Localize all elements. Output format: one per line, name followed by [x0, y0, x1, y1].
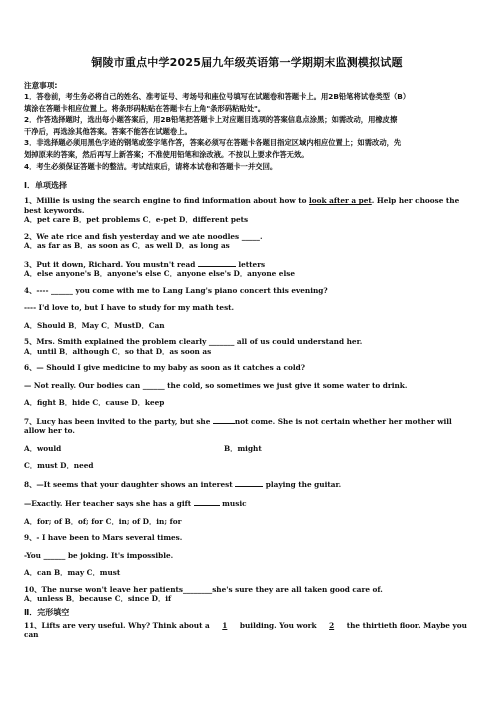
question-10-options: A．unless B．because C．since D．if — [24, 594, 172, 604]
question-3-options: A．else anyone's B．anyone's else C．anyone else's D．anyone else — [24, 269, 295, 279]
question-2: 2、We ate rice and fish yesterday and we ate noodles _____. — [24, 231, 263, 241]
question-4-reply: ---- I'd love to, but I have to study for my math test. — [24, 303, 235, 313]
question-7-options-ab: A．would B．might — [24, 443, 262, 453]
notice-line: 3．非选择题必须用黑色字迹的钢笔或签字笔作答，答案必须写在答题卡各题目指定区域内相应位置上；如需改动，先 — [24, 138, 402, 148]
question-3: 3、Put it down, Richard. You mustn't read letters — [24, 259, 266, 269]
question-7-options-cd: C．must D．need — [24, 461, 94, 471]
question-9: 9、- I have been to Mars several times. — [24, 533, 183, 543]
notice-heading: 注意事项: — [24, 81, 58, 90]
notice-line: 划掉原来的答案，然后再写上新答案；不准使用铅笔和涂改液。不按以上要求作答无效。 — [24, 149, 309, 159]
question-1: 1、Millie is using the search engine to find information about how to look after a pet. Help her choose the best keywords. — [24, 196, 460, 215]
question-4-options: A．Should B．May C．MustD．Can — [24, 320, 165, 330]
notice-line: 2．作答选择题时，选出每小题答案后，用2B铅笔把答题卡上对应题目选项的答案信息点涂黑；如需改动，用橡皮擦 — [24, 115, 398, 125]
notice-line: 填涂在答题卡相应位置上。将条形码粘贴在答题卡右上角"条形码粘贴处"。 — [24, 103, 266, 113]
question-8-reply: —Exactly. Her teacher says she has a gift music — [24, 499, 247, 509]
question-6-options: A．fight B．hide C．cause D．keep — [24, 398, 165, 408]
question-5: 5、Mrs. Smith explained the problem clearly _______ all of us could understand her. — [24, 337, 363, 347]
notice-line: 干净后，再选涂其他答案。答案不能答在试题卷上。 — [24, 126, 192, 136]
question-6-reply: — Not really. Our bodies can ______ the cold, so sometimes we just give it some water to drink. — [24, 380, 408, 390]
question-4: 4、---- ______ you come with me to Lang Lang's piano concert this evening? — [24, 285, 328, 295]
question-1-options: A．pet care B．pet problems C．e-pet D．different pets — [24, 215, 249, 225]
notice-line: 1．答卷前，考生务必将自己的姓名、准考证号、考场号和座位号填写在试题卷和答题卡上。用2B铅笔将试卷类型（B） — [24, 92, 411, 101]
section-heading-cloze: Ⅱ．完形填空 — [24, 607, 70, 617]
question-5-options: A．until B．although C．so that D．as soon as — [24, 346, 212, 356]
question-6: 6、— Should I give medicine to my baby as soon as it catches a cold? — [24, 363, 305, 373]
question-9-reply: -You ______ be joking. It's impossible. — [24, 550, 174, 560]
question-8-options: A．for; of B．of; for C．in; of D．in; for — [24, 516, 182, 526]
question-2-options: A．as far as B．as soon as C．as well D．as long as — [24, 241, 230, 251]
question-7: 7、Lucy has been invited to the party, but she not come. She is not certain whether her mother will allow her to. — [24, 416, 452, 436]
exam-title: 铜陵市重点中学2025届九年级英语第一学期期末监测模拟试题 — [91, 56, 403, 69]
notice-line: 4．考生必须保证答题卡的整洁。考试结束后，请将本试卷和答题卡一并交回。 — [24, 161, 278, 171]
section-heading-single-choice: Ⅰ．单项选择 — [24, 181, 67, 191]
question-9-options: A．can B．may C．must — [24, 568, 121, 578]
question-11: 11、Lifts are very useful. Why? Think about a 1 building. You work 2 the thirtieth floor. Maybe you can — [24, 620, 467, 640]
question-10: 10、The nurse won't leave her patients________she's sure they are all taken good care of. — [24, 584, 383, 594]
notice-block — [24, 80, 470, 172]
question-8: 8、—It seems that your daughter shows an interest playing the guitar. — [24, 479, 342, 489]
